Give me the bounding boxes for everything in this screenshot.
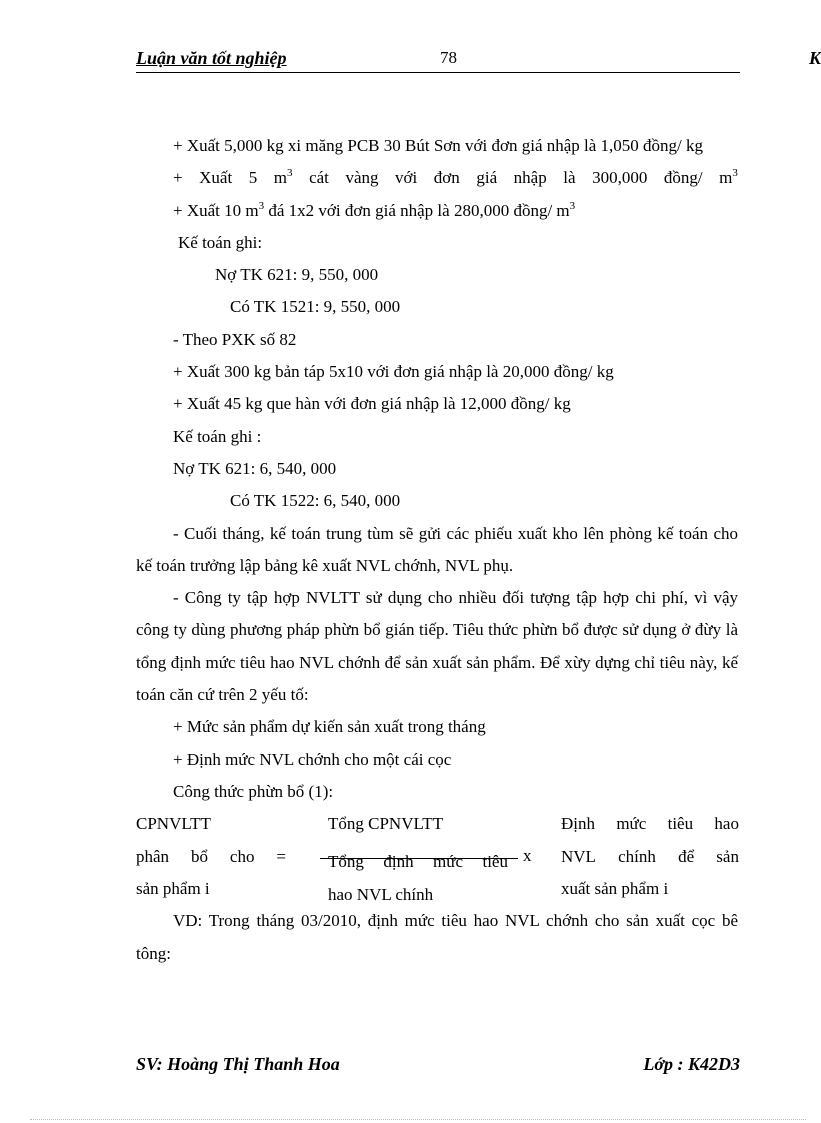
- paragraph-allocation: - Công ty tập hợp NVLTT sử dụng cho nhiều đối tượng tập hợp chi phí, vì vậy công ty dùng phương pháp phừn bổ gián tiếp. Tiêu thức phừn bổ được sử dụng ở đừy là tổng định mức tiêu hao NVL chớnh để sản xuất sản phẩm. Để xừy dựng chỉ tiêu này, kế toán căn cứ trên 2 yếu tố:: [136, 588, 738, 705]
- formula-right-line2: [561, 841, 739, 873]
- word: đồng/: [663, 168, 703, 188]
- paragraph-end-of-month: - Cuối tháng, kế toán trung tùm sẽ gửi các phiếu xuất kho lên phòng kế toán cho kế toán trưởng lập bảng kê xuất NVL chớnh, NVL phụ.: [136, 523, 738, 575]
- line-factor-2: + Định mức NVL chớnh cho một cái cọc: [173, 749, 452, 769]
- line-debit-1: Nợ TK 621: 9, 550, 000: [215, 265, 379, 285]
- student-name: SV: Hoàng Thị Thanh Hoa: [136, 1054, 340, 1074]
- line-pxk: - Theo PXK số 82: [173, 329, 297, 349]
- formula-left-line1: CPNVLTT: [136, 814, 211, 834]
- line-credit-1: Có TK 1521: 9, 550, 000: [230, 297, 401, 317]
- word: nhập: [513, 168, 547, 188]
- word: định: [383, 852, 414, 872]
- word: cho: [229, 846, 255, 866]
- line-debit-2: Nợ TK 621: 6, 540, 000: [173, 458, 337, 478]
- line-accounting-note-1: Kế toán ghi:: [178, 232, 263, 252]
- line-stone: + Xuất 10 $m^3$ đá 1x2 với đơn giá nhập là 280,000 đồng/ $m^3$: [173, 199, 576, 220]
- word: mức: [433, 852, 464, 872]
- formula-left-line3: sản phẩm i: [136, 878, 210, 898]
- document-body: [136, 130, 738, 970]
- word: sản: [716, 846, 739, 866]
- word: là: [563, 168, 576, 188]
- formula-right-line3: xuất sản phẩm i: [561, 878, 669, 898]
- word: cát: [309, 168, 329, 188]
- formula-right-line1: [561, 808, 739, 840]
- formula-denominator-line2: hao NVL chính: [328, 884, 434, 904]
- formula-left: [136, 808, 286, 905]
- line-formula-title: Công thức phừn bổ (1):: [173, 781, 334, 801]
- word: vàng: [345, 168, 379, 188]
- word: chính: [618, 846, 656, 866]
- word: NVL: [561, 846, 596, 866]
- line-sand: [136, 162, 738, 194]
- word: $m^3$: [719, 167, 738, 188]
- word: để: [678, 846, 695, 866]
- word: Xuất: [199, 168, 233, 188]
- word: mức: [616, 814, 647, 834]
- formula-denominator-line1: [328, 846, 508, 878]
- word: Định: [561, 814, 595, 834]
- word: tiêu: [482, 852, 508, 872]
- formula-right: [561, 808, 739, 905]
- word: đơn: [433, 168, 460, 188]
- header-title: Luận văn tốt nghiệp: [136, 48, 287, 68]
- formula-numerator: Tổng CPNVLTT: [328, 814, 444, 834]
- word: +: [173, 168, 183, 188]
- page-bottom-divider: [30, 1119, 806, 1120]
- multiply-sign: x: [523, 846, 532, 866]
- formula-denominator: [328, 846, 508, 911]
- word: với: [395, 168, 418, 188]
- word: tiêu: [667, 814, 694, 834]
- line-plate: + Xuất 300 kg bản táp 5x10 với đơn giá nhập là 20,000 đồng/ kg: [173, 362, 614, 382]
- word: bổ: [190, 846, 208, 866]
- allocation-formula: [136, 808, 738, 905]
- equals-sign: =: [276, 846, 286, 866]
- line-cement: + Xuất 5,000 kg xi măng PCB 30 Bút Sơn với đơn giá nhập là 1,050 đồng/ kg: [173, 136, 704, 155]
- page-number: 78: [440, 48, 457, 67]
- line-factor-1: + Mức sản phẩm dự kiến sản xuất trong tháng: [173, 717, 486, 737]
- formula-left-line2: [136, 841, 286, 873]
- word: phân: [136, 846, 170, 866]
- line-credit-2: Có TK 1522: 6, 540, 000: [230, 491, 401, 511]
- word: Tổng: [328, 852, 364, 872]
- word: 5: [248, 168, 258, 188]
- word: hao: [714, 814, 739, 834]
- word: $m^3$: [273, 167, 293, 188]
- paragraph-example: VD: Trong tháng 03/2010, định mức tiêu hao NVL chớnh cho sản xuất cọc bê tông:: [136, 911, 738, 963]
- page-header: [136, 48, 821, 73]
- word: giá: [476, 168, 498, 188]
- word: 300,000: [592, 168, 648, 188]
- header-right-text: K: [809, 48, 821, 68]
- line-welding-rod: + Xuất 45 kg que hàn với đơn giá nhập là 12,000 đồng/ kg: [173, 394, 571, 414]
- line-accounting-note-2: Kế toán ghi :: [173, 426, 262, 446]
- class-name: Lớp : K42D3: [643, 1054, 740, 1074]
